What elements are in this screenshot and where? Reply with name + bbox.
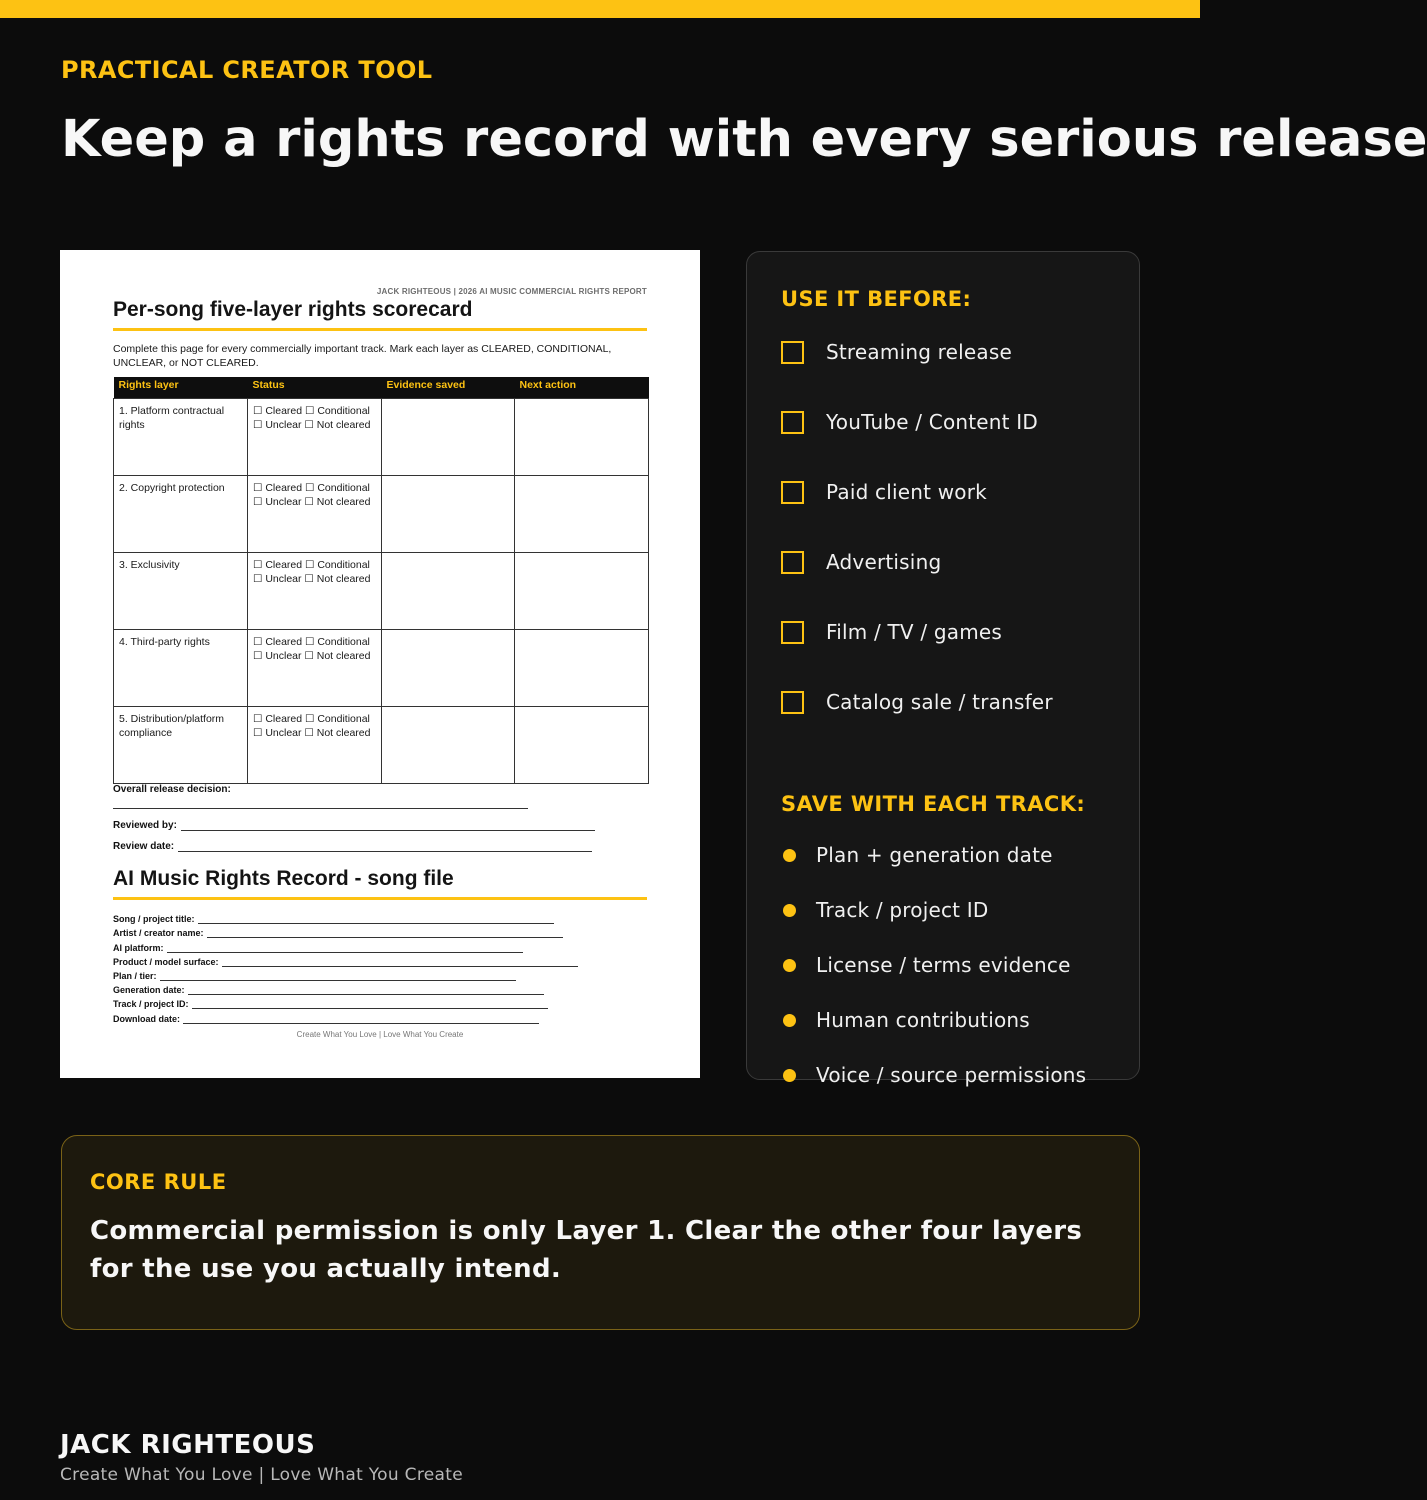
record-field (113, 938, 578, 952)
record-field-label: Plan / tier: (113, 970, 157, 981)
next-action-cell[interactable] (515, 629, 649, 706)
rights-layer-cell: 4. Third-party rights (114, 629, 248, 706)
record-field (113, 995, 578, 1009)
next-action-cell[interactable] (515, 552, 649, 629)
save-list-label: License / terms evidence (816, 953, 1071, 977)
reviewed-by-label: Reviewed by: (113, 820, 177, 831)
checklist-panel (746, 251, 1140, 1087)
core-rule-label: CORE RULE (90, 1170, 227, 1194)
record-field-label: AI platform: (113, 942, 164, 953)
table-row (114, 475, 649, 552)
review-date-field (113, 841, 592, 852)
release-decision-label: Overall release decision: (113, 784, 231, 795)
status-options-cell[interactable]: ☐ Cleared ☐ Conditional ☐ Unclear ☐ Not cleared (248, 706, 382, 783)
bullet-dot-icon (783, 849, 796, 862)
core-rule-text: Commercial permission is only Layer 1. Clear the other four layers for the use you actually intend. (90, 1216, 1083, 1284)
column-header: Status (248, 377, 382, 398)
record-field-line[interactable] (160, 972, 516, 981)
checklist-label: Streaming release (826, 340, 1012, 364)
checklist-label: Advertising (826, 550, 942, 574)
checkbox-icon[interactable] (781, 551, 804, 574)
checklist-label: Catalog sale / transfer (826, 690, 1053, 714)
column-header: Next action (515, 377, 649, 398)
record-field (113, 910, 578, 924)
table-header-row (114, 377, 649, 398)
save-list-label: Plan + generation date (816, 843, 1053, 867)
reviewed-by-line[interactable] (181, 821, 595, 831)
evidence-cell[interactable] (382, 552, 515, 629)
brand-tagline: Create What You Love | Love What You Create (60, 1465, 463, 1485)
record-field (113, 981, 578, 995)
eyebrow-label: PRACTICAL CREATOR TOOL (61, 56, 433, 84)
scorecard-document-preview (60, 250, 700, 1078)
record-field-line[interactable] (183, 1015, 539, 1024)
record-field-label: Song / project title: (113, 914, 195, 925)
bullet-dot-icon (783, 1014, 796, 1027)
rights-layer-cell: 5. Distribution/platform compliance (114, 706, 248, 783)
evidence-cell[interactable] (382, 706, 515, 783)
save-with-each-track-heading: SAVE WITH EACH TRACK: (781, 792, 1086, 816)
next-action-cell[interactable] (515, 475, 649, 552)
record-field-label: Artist / creator name: (113, 928, 204, 939)
checkbox-icon[interactable] (781, 481, 804, 504)
evidence-cell[interactable] (382, 398, 515, 475)
review-date-label: Review date: (113, 841, 175, 852)
status-options-cell[interactable]: ☐ Cleared ☐ Conditional ☐ Unclear ☐ Not cleared (248, 629, 382, 706)
rights-layer-cell: 3. Exclusivity (114, 552, 248, 629)
save-list-item (783, 843, 1053, 867)
top-accent-bar (0, 0, 1200, 18)
table-row (114, 552, 649, 629)
record-field-label: Generation date: (113, 985, 185, 996)
document-header: JACK RIGHTEOUS | 2026 AI MUSIC COMMERCIAL RIGHTS REPORT (376, 287, 647, 296)
record-fields (113, 910, 578, 1024)
record-field-line[interactable] (222, 958, 578, 967)
checklist-item[interactable] (781, 480, 987, 504)
next-action-cell[interactable] (515, 398, 649, 475)
checklist-label: Paid client work (826, 480, 987, 504)
checkbox-icon[interactable] (781, 341, 804, 364)
status-options-cell[interactable]: ☐ Cleared ☐ Conditional ☐ Unclear ☐ Not cleared (248, 475, 382, 552)
record-field-line[interactable] (167, 944, 523, 953)
column-header: Evidence saved (382, 377, 515, 398)
record-field-line[interactable] (192, 1000, 548, 1009)
checklist-item[interactable] (781, 620, 1002, 644)
record-field-label: Download date: (113, 1013, 180, 1024)
table-row (114, 706, 649, 783)
record-field-label: Track / project ID: (113, 999, 189, 1010)
headline-container (61, 108, 1427, 178)
status-options-cell[interactable]: ☐ Cleared ☐ Conditional ☐ Unclear ☐ Not cleared (248, 398, 382, 475)
reviewed-by-field (113, 820, 595, 831)
checklist-item[interactable] (781, 340, 1012, 364)
table-row (114, 398, 649, 475)
bullet-dot-icon (783, 959, 796, 972)
record-field-line[interactable] (207, 929, 563, 938)
record-field (113, 924, 578, 938)
checklist-item[interactable] (781, 550, 941, 574)
checklist-item[interactable] (781, 690, 1053, 714)
evidence-cell[interactable] (382, 629, 515, 706)
record-field (113, 967, 578, 981)
rights-layer-cell: 1. Platform contractual rights (114, 398, 248, 475)
review-date-line[interactable] (178, 842, 592, 852)
record-field-line[interactable] (188, 986, 544, 995)
save-list-item (783, 953, 1071, 977)
save-list-item (783, 1063, 1086, 1087)
document-intro: Complete this page for every commercially important track. Mark each layer as CLEARED, CONDITIONAL, UNCLEAR, or NOT CLEARED. (113, 343, 612, 369)
record-field-line[interactable] (198, 915, 554, 924)
checklist-item[interactable] (781, 410, 1038, 434)
bullet-dot-icon (783, 1069, 796, 1082)
brand-name: JACK RIGHTEOUS (60, 1430, 316, 1460)
checkbox-icon[interactable] (781, 411, 804, 434)
record-field (113, 1009, 578, 1023)
evidence-cell[interactable] (382, 475, 515, 552)
checklist-label: YouTube / Content ID (826, 410, 1038, 434)
use-it-before-heading: USE IT BEFORE: (781, 287, 972, 311)
record-title: AI Music Rights Record - song file (113, 867, 647, 900)
status-options-cell[interactable]: ☐ Cleared ☐ Conditional ☐ Unclear ☐ Not cleared (248, 552, 382, 629)
record-field-label: Product / model surface: (113, 956, 219, 967)
rights-layer-cell: 2. Copyright protection (114, 475, 248, 552)
next-action-cell[interactable] (515, 706, 649, 783)
save-list-item (783, 898, 988, 922)
release-decision-line[interactable] (113, 795, 528, 809)
checkbox-icon[interactable] (781, 691, 804, 714)
save-list-label: Track / project ID (816, 898, 989, 922)
headline: Keep a rights record with every serious release (61, 110, 1427, 169)
column-header: Rights layer (114, 377, 248, 398)
table-row (114, 629, 649, 706)
save-list-label: Voice / source permissions (816, 1063, 1087, 1087)
save-list-item (783, 1008, 1030, 1032)
record-field (113, 953, 578, 967)
core-rule-box (61, 1135, 1140, 1330)
checkbox-icon[interactable] (781, 621, 804, 644)
checklist-label: Film / TV / games (826, 620, 1003, 644)
release-decision-field (113, 784, 593, 809)
save-list-label: Human contributions (816, 1008, 1030, 1032)
document-title: Per-song five-layer rights scorecard (113, 298, 647, 331)
rights-scorecard-table (113, 377, 649, 784)
bullet-dot-icon (783, 904, 796, 917)
document-footer: Create What You Love | Love What You Create (296, 1030, 464, 1039)
